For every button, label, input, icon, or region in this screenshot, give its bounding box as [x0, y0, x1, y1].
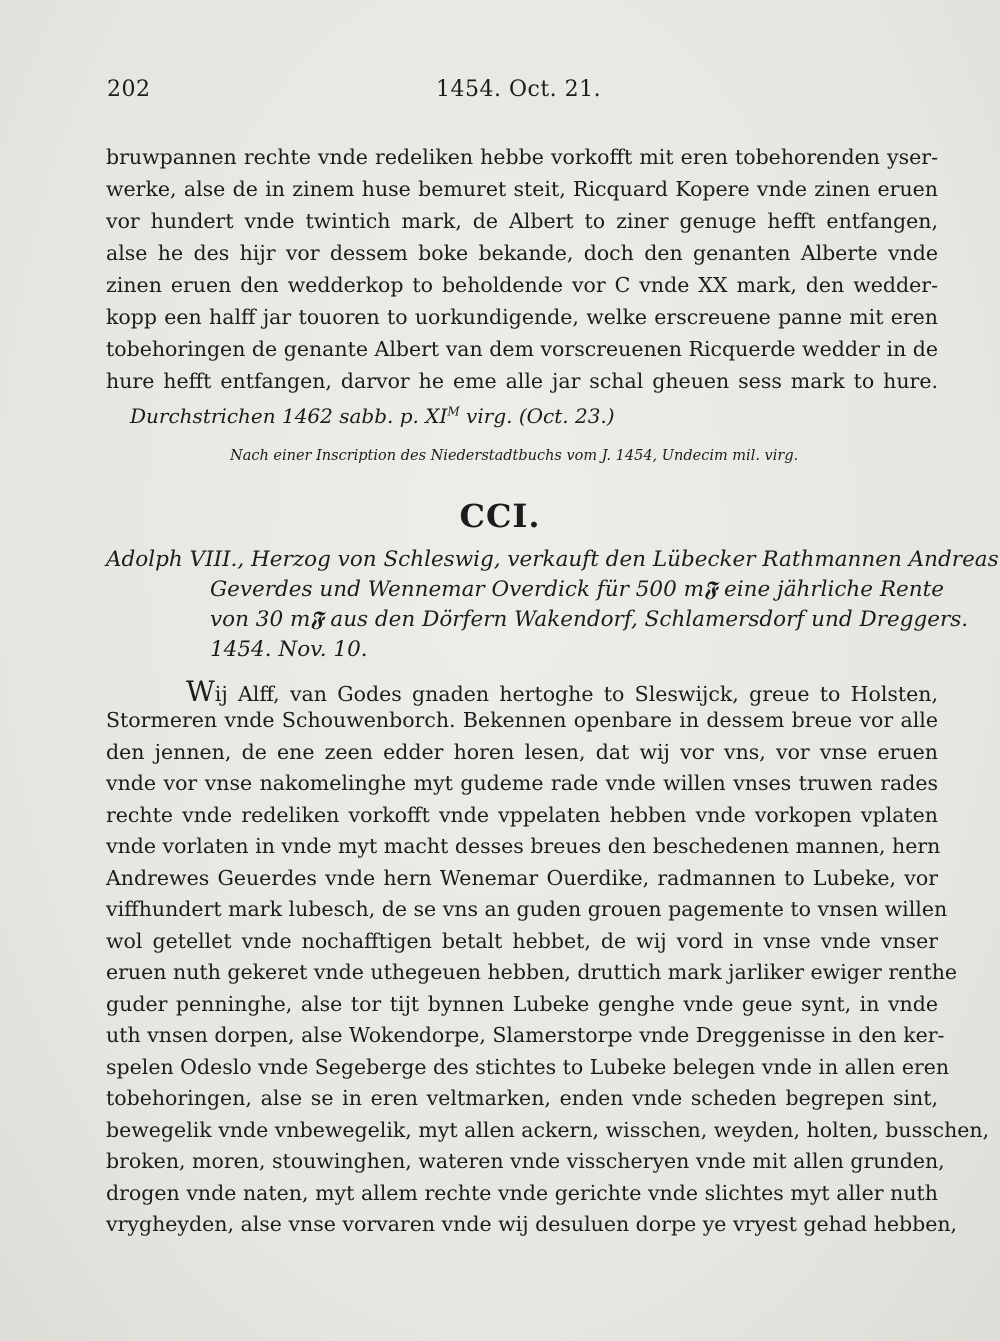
text-line: Stormeren vnde Schouwenborch. Bekennen openbare in dessem breue vor alle	[106, 708, 938, 732]
text-line-first	[186, 676, 938, 707]
drop-cap: W	[186, 675, 215, 708]
text-line: alse he des hijr vor dessem boke bekande, doch den genanten Alberte vnde	[106, 241, 938, 265]
text-line: bewegelik vnde vnbewegelik, myt allen ackern, wisschen, weyden, holten, busschen,	[106, 1118, 990, 1142]
heading-line: Adolph VIII., Herzog von Schleswig, verkauft den Lübecker Rathmannen Andreas	[106, 547, 999, 572]
strikethrough-note	[130, 404, 615, 428]
text-line: bruwpannen rechte vnde redeliken hebbe vorkofft mit eren tobehorenden yser-	[106, 145, 938, 169]
heading-line: Geverdes und Wennemar Overdick für 500 m𝕱 eine jährliche Rente	[210, 577, 944, 602]
text-line: vrygheyden, alse vnse vorvaren vnde wij desuluen dorpe ye vryest gehad hebben,	[106, 1212, 958, 1236]
text-line: vor hundert vnde twintich mark, de Albert to ziner genuge hefft entfangen,	[106, 209, 938, 233]
document-number: CCI.	[459, 497, 541, 535]
text-line: tobehoringen de genante Albert van dem vorscreuenen Ricquerde wedder in de	[106, 337, 938, 361]
source-note: Nach einer Inscription des Niederstadtbuchs vom J. 1454, Undecim mil. virg.	[230, 448, 799, 464]
text-line: zinen eruen den wedderkop to beholdende vor C vnde XX mark, den wedder-	[106, 273, 938, 297]
text-line: werke, alse de in zinem huse bemuret steit, Ricquard Kopere vnde zinen eruen	[106, 177, 938, 201]
text-line: spelen Odeslo vnde Segeberge des stichtes to Lubeke belegen vnde in allen eren	[106, 1055, 950, 1079]
text-line: drogen vnde naten, myt allem rechte vnde gerichte vnde slichtes myt aller nuth	[106, 1181, 938, 1205]
text-line: kopp een halff jar touoren to uorkundigende, welke erscreuene panne mit eren	[106, 305, 938, 329]
header-date: 1454. Oct. 21.	[436, 77, 602, 102]
note-superscript: M	[447, 404, 460, 419]
first-line-text: ij Alff, van Godes gnaden hertoghe to Sleswijck, greue to Holsten,	[214, 682, 938, 706]
page-number: 202	[107, 77, 151, 102]
text-line: Andrewes Geuerdes vnde hern Wenemar Ouerdike, radmannen to Lubeke, vor	[106, 866, 938, 890]
note-text: Durchstrichen 1462 sabb. p. XI	[130, 404, 448, 428]
text-line: vnde vor vnse nakomelinghe myt gudeme rade vnde willen vnses truwen rades	[106, 771, 938, 795]
text-line: vnde vorlaten in vnde myt macht desses breues den beschedenen mannen, hern	[106, 834, 941, 858]
heading-line: 1454. Nov. 10.	[210, 637, 368, 662]
text-line: rechte vnde redeliken vorkofft vnde vppelaten hebben vnde vorkopen vplaten	[106, 803, 938, 827]
text-line: eruen nuth gekeret vnde uthegeuen hebben, druttich mark jarliker ewiger renthe	[106, 960, 958, 984]
text-line: hure hefft entfangen, darvor he eme alle jar schal gheuen sess mark to hure.	[106, 369, 938, 393]
text-line: guder penninghe, alse tor tijt bynnen Lubeke genghe vnde geue synt, in vnde	[106, 992, 938, 1016]
text-line: viffhundert mark lubesch, de se vns an guden grouen pagemente to vnsen willen	[106, 897, 948, 921]
text-line: broken, moren, stouwinghen, wateren vnde visscheryen vnde mit allen grunden,	[106, 1149, 945, 1173]
heading-line: von 30 m𝕱 aus den Dörfern Wakendorf, Schlamersdorf und Dreggers.	[210, 607, 969, 632]
text-line: den jennen, de ene zeen edder horen lesen, dat wij vor vns, vor vnse eruen	[106, 740, 938, 764]
text-line: uth vnsen dorpen, alse Wokendorpe, Slamerstorpe vnde Dreggenisse in den ker-	[106, 1023, 945, 1047]
text-line: tobehoringen, alse se in eren veltmarken, enden vnde scheden begrepen sint,	[106, 1086, 938, 1110]
note-text-after: virg. (Oct. 23.)	[459, 404, 615, 428]
text-line: wol getellet vnde nochafftigen betalt hebbet, de wij vord in vnse vnde vnser	[106, 929, 938, 953]
